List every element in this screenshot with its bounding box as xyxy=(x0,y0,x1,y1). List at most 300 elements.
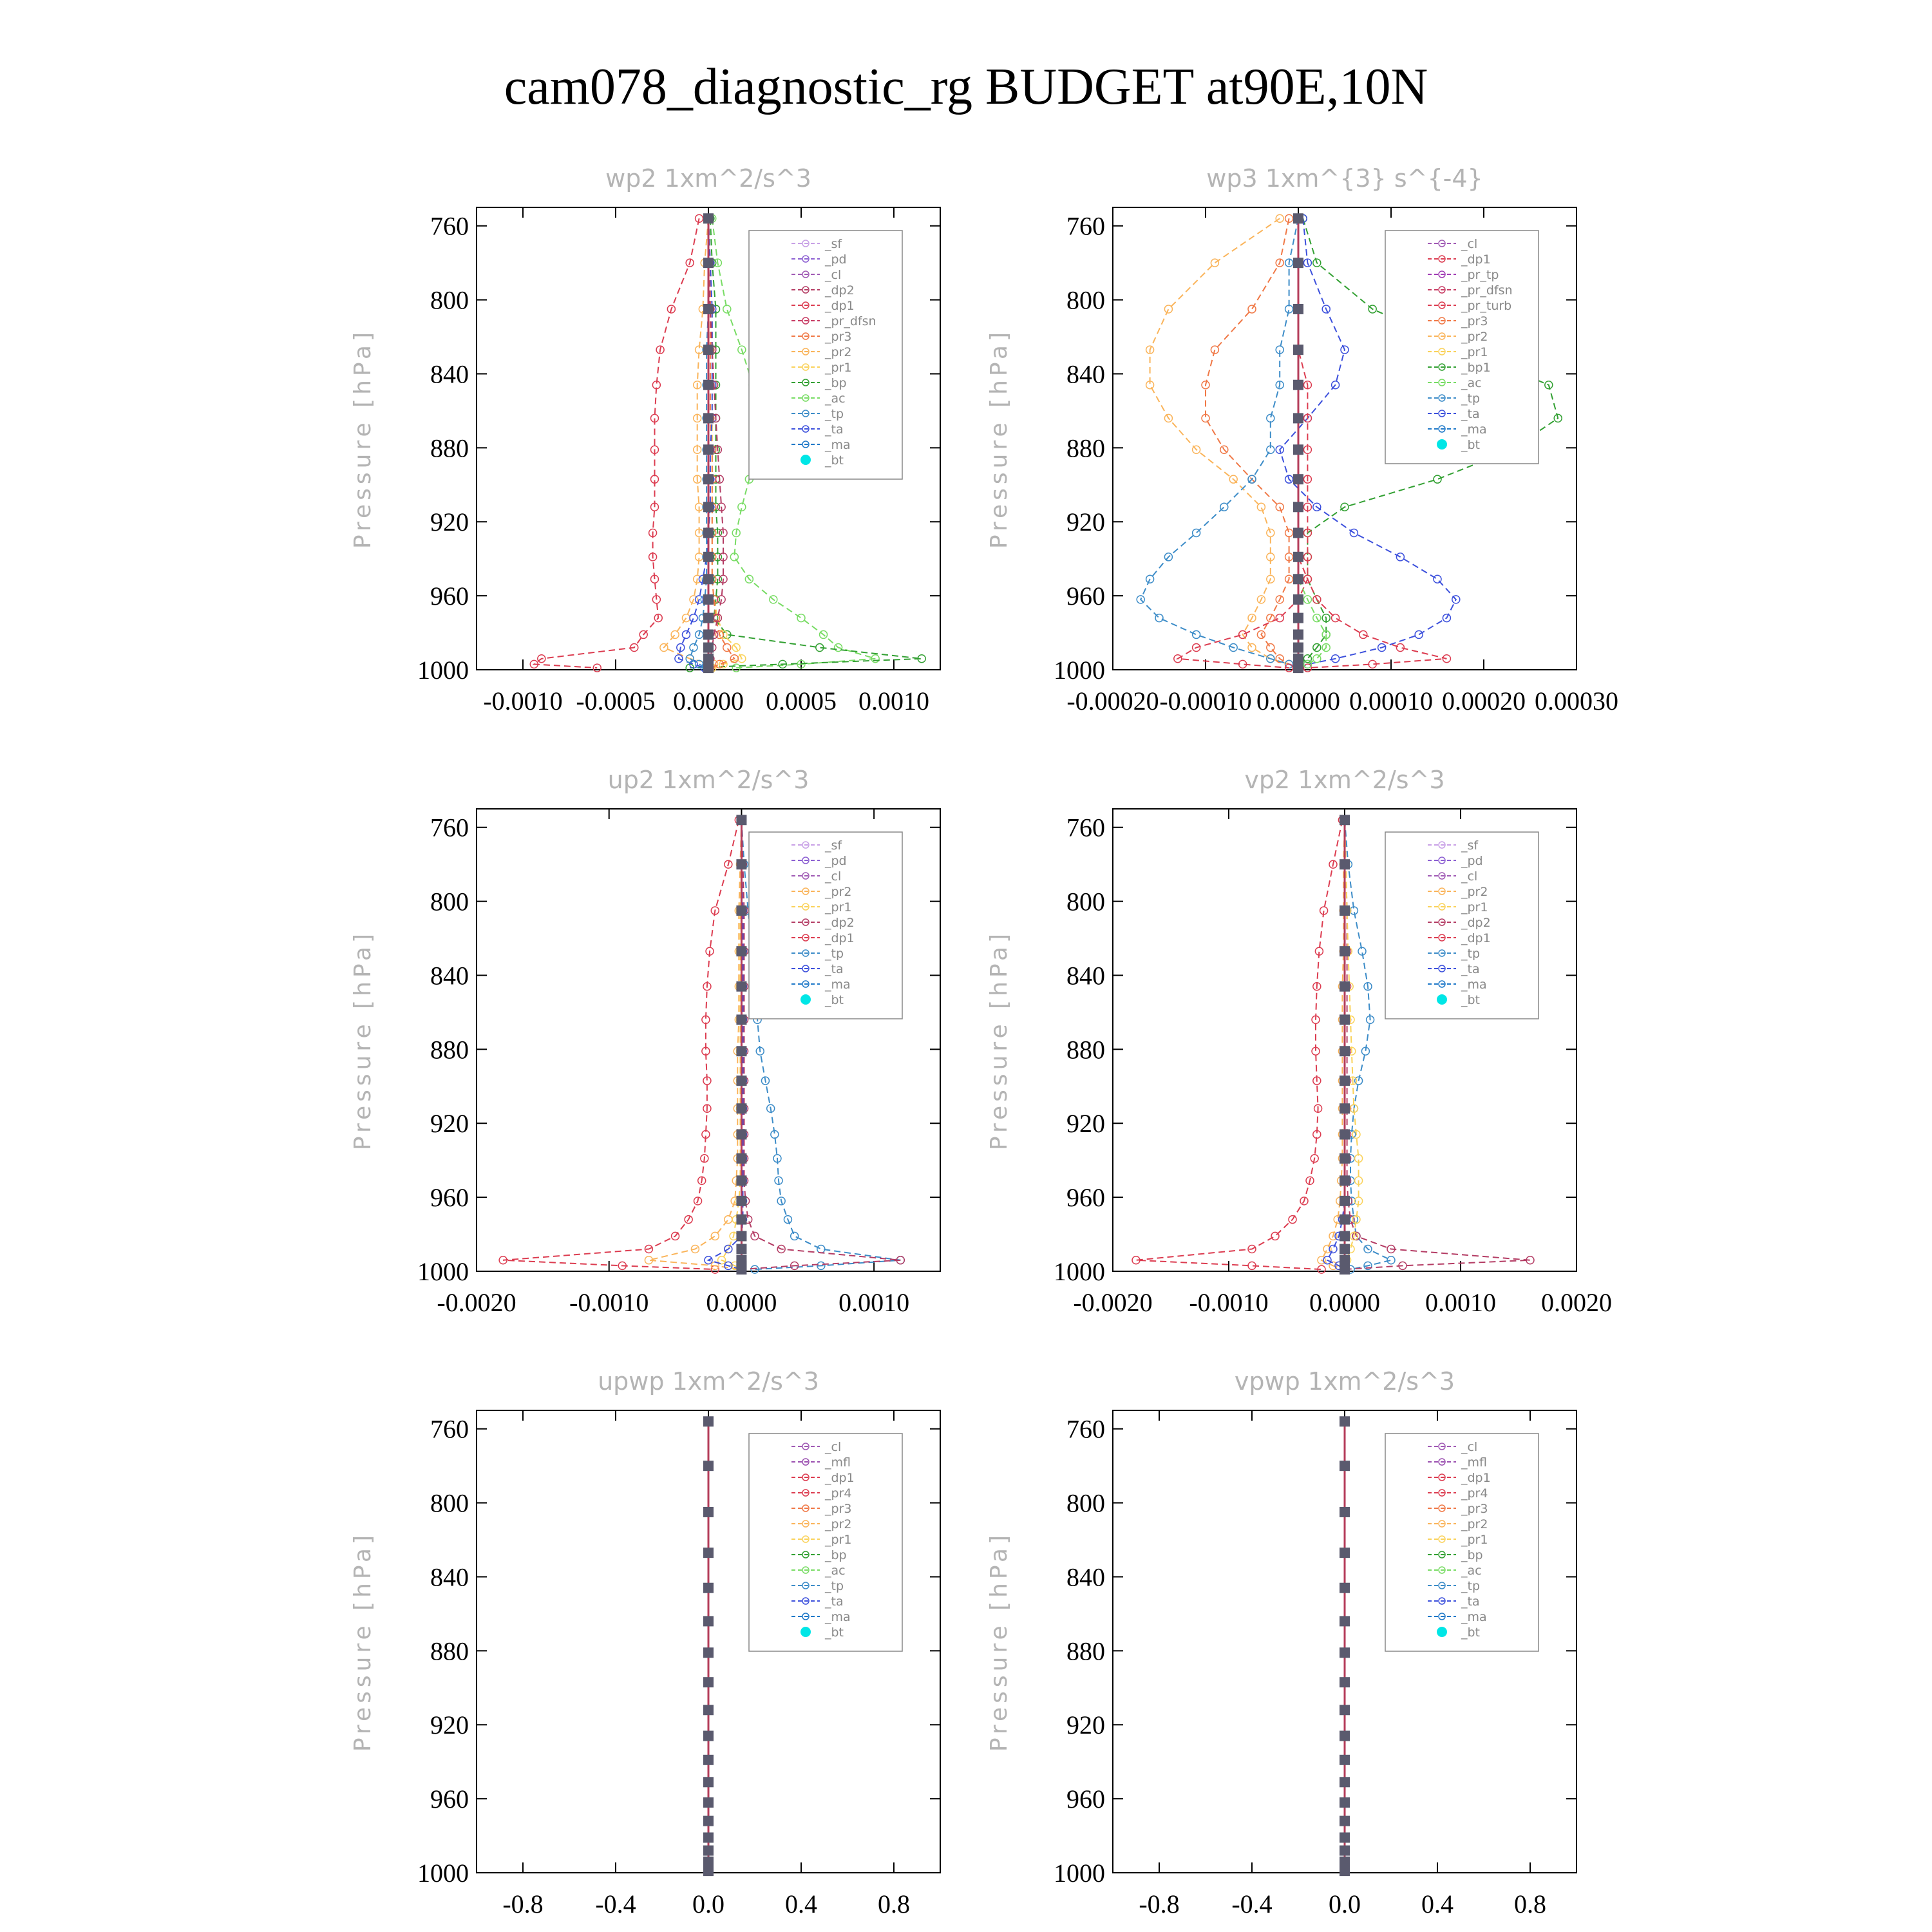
legend-label: _dp1 xyxy=(1461,931,1491,945)
legend-label: _dp2 xyxy=(825,916,855,930)
data-point xyxy=(1155,614,1163,622)
panel-title: up2 1xm^2/s^3 xyxy=(607,766,810,794)
legend-label: _tp xyxy=(825,407,844,421)
y-tick-label: 840 xyxy=(430,961,469,990)
series-bt xyxy=(1340,815,1350,1274)
legend-label: _pr_turb xyxy=(1461,299,1512,313)
data-point xyxy=(1271,1232,1279,1240)
data-point xyxy=(1340,1461,1350,1471)
data-point xyxy=(736,1075,746,1086)
data-point xyxy=(736,859,746,869)
data-point xyxy=(703,629,714,639)
data-point xyxy=(671,630,679,638)
series-line xyxy=(1206,218,1298,668)
data-point xyxy=(1340,1196,1350,1206)
y-tick-label: 760 xyxy=(430,211,469,241)
legend-label: _tp xyxy=(1461,1579,1481,1593)
legend-label: _pr1 xyxy=(825,900,852,914)
panel-title: upwp 1xm^2/s^3 xyxy=(598,1367,819,1396)
data-point xyxy=(1340,1797,1350,1808)
legend-label: _pr2 xyxy=(1461,330,1488,344)
legend-label: _ta xyxy=(1461,962,1480,976)
data-point xyxy=(703,1548,714,1558)
x-tick-label: 0.0010 xyxy=(858,687,929,715)
data-point xyxy=(736,946,746,956)
legend-label: _ta xyxy=(825,1595,844,1609)
legend-label: _pr3 xyxy=(825,1502,852,1516)
data-point xyxy=(1193,630,1200,638)
data-point xyxy=(723,305,731,313)
data-point xyxy=(1293,502,1303,512)
data-point xyxy=(1340,981,1350,992)
x-tick-label: 0.0010 xyxy=(1425,1288,1496,1317)
y-axis-title: Pressure [hPa] xyxy=(986,1531,1012,1752)
data-point xyxy=(703,1616,714,1626)
legend-label: _dp2 xyxy=(1461,916,1491,930)
data-point xyxy=(736,1153,746,1164)
figure-title: cam078_diagnostic_rg BUDGET at90E,10N xyxy=(504,59,1428,115)
data-point xyxy=(1329,1245,1337,1253)
series-line xyxy=(1141,218,1298,668)
data-point xyxy=(703,1677,714,1687)
data-point xyxy=(1276,614,1283,622)
legend-label: _bt xyxy=(825,453,844,468)
data-point xyxy=(1340,1755,1350,1765)
legend-label: _pd xyxy=(825,252,847,267)
data-point xyxy=(736,1196,746,1206)
y-tick-label: 760 xyxy=(430,813,469,842)
y-tick-label: 880 xyxy=(430,433,469,463)
y-tick-label: 840 xyxy=(430,1562,469,1592)
y-tick-label: 960 xyxy=(430,1183,469,1213)
y-tick-label: 920 xyxy=(1066,507,1105,537)
y-tick-label: 760 xyxy=(430,1414,469,1444)
data-point xyxy=(703,1647,714,1658)
data-point xyxy=(703,643,714,653)
y-tick-label: 1000 xyxy=(417,656,469,685)
y-tick-label: 840 xyxy=(1066,1562,1105,1592)
data-point xyxy=(1293,474,1303,484)
data-point xyxy=(1340,1215,1350,1225)
data-point xyxy=(1257,503,1265,511)
data-point xyxy=(1340,1832,1350,1842)
panel-title: vp2 1xm^2/s^3 xyxy=(1244,766,1445,794)
data-point xyxy=(682,614,690,622)
y-tick-label: 760 xyxy=(1066,1414,1105,1444)
data-point xyxy=(703,304,714,314)
x-tick-label: -0.4 xyxy=(1231,1889,1273,1918)
x-tick-label: 0.0000 xyxy=(673,687,744,715)
x-tick-label: 0.4 xyxy=(785,1889,817,1918)
x-tick-label: 0.00030 xyxy=(1535,687,1618,715)
legend-label: _bt xyxy=(1461,993,1481,1007)
data-point xyxy=(703,1797,714,1808)
y-tick-label: 1000 xyxy=(1054,1859,1105,1888)
data-point xyxy=(1415,630,1423,638)
data-point xyxy=(1248,644,1256,652)
data-point xyxy=(1340,905,1350,916)
legend-marker xyxy=(1437,1627,1447,1637)
data-point xyxy=(703,527,714,538)
legend-label: _ma xyxy=(825,1610,851,1624)
data-point xyxy=(703,1730,714,1741)
data-point xyxy=(1340,1846,1350,1856)
y-axis-title: Pressure [hPa] xyxy=(350,929,376,1151)
x-tick-label: 0.0010 xyxy=(838,1288,910,1317)
legend-label: _pr1 xyxy=(1461,1533,1488,1547)
chart-panel-4 xyxy=(986,766,1612,1317)
data-point xyxy=(1293,594,1303,605)
y-tick-label: 1000 xyxy=(1054,1257,1105,1286)
data-point xyxy=(703,213,714,223)
legend-label: _pr4 xyxy=(825,1486,852,1501)
legend-label: _ac xyxy=(825,392,846,406)
data-point xyxy=(1164,305,1172,313)
data-point xyxy=(723,644,731,652)
data-point xyxy=(1293,629,1303,639)
legend-label: _cl xyxy=(1461,237,1478,251)
legend-label: _ma xyxy=(1461,978,1487,992)
x-tick-label: -0.4 xyxy=(595,1889,636,1918)
legend-label: _cl xyxy=(1461,869,1478,884)
legend-label: _dp1 xyxy=(1461,1471,1491,1485)
y-tick-label: 880 xyxy=(1066,433,1105,463)
data-point xyxy=(703,1583,714,1593)
data-point xyxy=(711,1232,719,1240)
series-bt xyxy=(1340,1416,1350,1876)
legend-label: _pr2 xyxy=(825,1517,852,1531)
y-tick-label: 840 xyxy=(1066,961,1105,990)
data-point xyxy=(1293,552,1303,562)
y-tick-label: 920 xyxy=(430,507,469,537)
series-line xyxy=(649,820,741,1269)
data-point xyxy=(1248,305,1256,313)
legend-label: _cl xyxy=(825,1440,842,1454)
legend-label: _pd xyxy=(825,854,847,868)
data-point xyxy=(1285,529,1293,536)
data-point xyxy=(1340,946,1350,956)
data-point xyxy=(1293,345,1303,355)
legend-label: _bt xyxy=(1461,438,1481,452)
x-tick-label: -0.0005 xyxy=(576,687,656,715)
legend-label: _mfl xyxy=(1461,1455,1487,1470)
data-point xyxy=(1340,1816,1350,1826)
legend-label: _pr1 xyxy=(825,1533,852,1547)
legend-label: _dp1 xyxy=(825,1471,855,1485)
legend-label: _ta xyxy=(825,422,844,437)
legend-label: _pr4 xyxy=(1461,1486,1488,1501)
data-point xyxy=(736,1014,746,1025)
series-bt xyxy=(703,213,714,673)
x-tick-label: -0.0020 xyxy=(1073,1288,1153,1317)
x-tick-label: 0.4 xyxy=(1421,1889,1454,1918)
legend-label: _ta xyxy=(825,962,844,976)
legend-label: _pd xyxy=(1461,854,1483,868)
data-point xyxy=(703,613,714,623)
x-tick-label: -0.0010 xyxy=(569,1288,649,1317)
legend-label: _dp1 xyxy=(825,299,855,313)
x-tick-label: 0.0 xyxy=(1329,1889,1361,1918)
legend-label: _sf xyxy=(825,838,842,853)
y-tick-label: 760 xyxy=(1066,813,1105,842)
data-point xyxy=(703,502,714,512)
x-tick-label: 0.00000 xyxy=(1256,687,1340,715)
data-point xyxy=(703,1416,714,1426)
legend-marker xyxy=(800,455,811,465)
x-tick-label: 0.0005 xyxy=(766,687,837,715)
data-point xyxy=(1434,475,1441,483)
legend-label: _dp2 xyxy=(825,283,855,298)
data-point xyxy=(1340,1730,1350,1741)
data-point xyxy=(1340,1777,1350,1787)
y-tick-label: 960 xyxy=(1066,1785,1105,1814)
series-line xyxy=(1178,218,1308,668)
data-point xyxy=(703,380,714,390)
data-point xyxy=(1267,414,1274,422)
legend-label: _pr2 xyxy=(825,885,852,899)
data-point xyxy=(1340,1075,1350,1086)
y-tick-label: 800 xyxy=(430,887,469,916)
data-point xyxy=(1387,1256,1395,1264)
y-tick-label: 960 xyxy=(430,582,469,611)
data-point xyxy=(690,614,697,622)
legend-label: _tp xyxy=(1461,392,1481,406)
y-axis-title: Pressure [hPa] xyxy=(350,328,376,549)
legend-label: _ma xyxy=(1461,1610,1487,1624)
data-point xyxy=(736,905,746,916)
data-point xyxy=(1340,1677,1350,1687)
data-point xyxy=(1313,655,1321,663)
data-point xyxy=(1293,527,1303,538)
x-tick-label: 0.8 xyxy=(1514,1889,1546,1918)
data-point xyxy=(1340,859,1350,869)
data-point xyxy=(1293,574,1303,584)
data-point xyxy=(703,1866,714,1876)
data-point xyxy=(736,1264,746,1274)
x-tick-label: -0.0020 xyxy=(437,1288,516,1317)
legend-label: _bp xyxy=(825,376,847,390)
data-point xyxy=(736,1129,746,1139)
data-point xyxy=(1340,1014,1350,1025)
data-point xyxy=(1293,213,1303,223)
x-tick-label: 0.8 xyxy=(878,1889,910,1918)
series-dp1 xyxy=(1132,816,1346,1273)
y-tick-label: 880 xyxy=(430,1636,469,1666)
data-point xyxy=(736,815,746,825)
data-point xyxy=(682,630,690,638)
data-point xyxy=(1340,1231,1350,1241)
legend-label: _tp xyxy=(825,1579,844,1593)
y-axis-title: Pressure [hPa] xyxy=(350,1531,376,1752)
data-point xyxy=(703,574,714,584)
x-tick-label: -0.00010 xyxy=(1159,687,1252,715)
data-point xyxy=(1293,380,1303,390)
chart-panel-1 xyxy=(350,164,940,715)
y-tick-label: 1000 xyxy=(417,1257,469,1286)
data-point xyxy=(1267,644,1274,652)
series-bt xyxy=(1293,213,1303,673)
data-point xyxy=(703,474,714,484)
data-point xyxy=(1340,1548,1350,1558)
series-pr2 xyxy=(645,816,745,1273)
y-tick-label: 920 xyxy=(430,1109,469,1139)
legend-label: _pr_tp xyxy=(1461,268,1499,282)
data-point xyxy=(1340,1583,1350,1593)
legend-label: _pr3 xyxy=(1461,314,1488,328)
data-point xyxy=(736,1175,746,1186)
x-tick-label: 0.0 xyxy=(692,1889,724,1918)
data-point xyxy=(1340,1616,1350,1626)
data-point xyxy=(1340,1507,1350,1517)
data-point xyxy=(703,258,714,268)
data-point xyxy=(736,1215,746,1225)
x-tick-label: -0.0010 xyxy=(483,687,563,715)
series-line xyxy=(534,218,699,668)
x-tick-label: 0.00010 xyxy=(1349,687,1433,715)
legend-label: _ac xyxy=(825,1564,846,1578)
legend-label: _pr1 xyxy=(1461,345,1488,359)
legend-label: _pr3 xyxy=(825,330,852,344)
y-tick-label: 760 xyxy=(1066,211,1105,241)
x-tick-label: -0.00020 xyxy=(1066,687,1159,715)
legend-label: _pr2 xyxy=(1461,885,1488,899)
x-tick-label: 0.0000 xyxy=(1309,1288,1380,1317)
data-point xyxy=(1293,643,1303,653)
data-point xyxy=(1211,346,1218,354)
data-point xyxy=(703,1755,714,1765)
y-tick-label: 840 xyxy=(1066,359,1105,389)
legend-label: _ac xyxy=(1461,1564,1482,1578)
series-dp1 xyxy=(530,214,703,672)
data-point xyxy=(791,1232,799,1240)
data-point xyxy=(703,1461,714,1471)
legend-label: _pr_dfsn xyxy=(825,314,876,328)
data-point xyxy=(703,1846,714,1856)
panel-title: wp2 1xm^2/s^3 xyxy=(605,164,811,193)
x-tick-label: -0.8 xyxy=(502,1889,544,1918)
legend-label: _cl xyxy=(1461,1440,1478,1454)
legend-label: _dp1 xyxy=(1461,252,1491,267)
y-tick-label: 960 xyxy=(1066,1183,1105,1213)
y-tick-label: 960 xyxy=(430,1785,469,1814)
legend-label: _bp1 xyxy=(1461,361,1491,375)
data-point xyxy=(1293,613,1303,623)
series-dp1 xyxy=(499,816,743,1273)
data-point xyxy=(1340,1046,1350,1056)
legend-label: _ac xyxy=(1461,376,1482,390)
legend-label: _pr1 xyxy=(1461,900,1488,914)
y-tick-label: 920 xyxy=(430,1710,469,1740)
data-point xyxy=(1220,503,1228,511)
data-point xyxy=(1293,413,1303,423)
data-point xyxy=(1293,663,1303,673)
data-point xyxy=(593,664,601,672)
legend-label: _bt xyxy=(825,993,844,1007)
legend-label: _pr2 xyxy=(1461,1517,1488,1531)
y-tick-label: 840 xyxy=(430,359,469,389)
data-point xyxy=(736,1046,746,1056)
legend-label: _cl xyxy=(825,268,842,282)
legend-label: _sf xyxy=(1461,838,1479,853)
y-tick-label: 800 xyxy=(1066,1488,1105,1518)
data-point xyxy=(703,345,714,355)
data-point xyxy=(736,981,746,992)
chart-panel-3 xyxy=(350,766,940,1317)
legend-label: _ta xyxy=(1461,1595,1480,1609)
data-point xyxy=(703,594,714,605)
data-point xyxy=(1340,1129,1350,1139)
legend-label: _ta xyxy=(1461,407,1480,421)
legend-marker xyxy=(1437,439,1447,450)
series-line xyxy=(1136,820,1342,1269)
x-tick-label: -0.8 xyxy=(1139,1889,1180,1918)
x-tick-label: 0.00020 xyxy=(1442,687,1526,715)
data-point xyxy=(1332,614,1340,622)
y-tick-label: 960 xyxy=(1066,582,1105,611)
legend-label: _ma xyxy=(825,978,851,992)
y-axis-title: Pressure [hPa] xyxy=(986,328,1012,549)
legend-label: _bp xyxy=(825,1548,847,1562)
legend-marker xyxy=(800,994,811,1005)
data-point xyxy=(1340,1153,1350,1164)
data-point xyxy=(703,1507,714,1517)
series-tp xyxy=(1137,214,1302,672)
chart-panel-6 xyxy=(986,1367,1577,1918)
legend-label: _tp xyxy=(1461,947,1481,961)
legend-label: _tp xyxy=(825,947,844,961)
data-point xyxy=(1340,1416,1350,1426)
y-tick-label: 880 xyxy=(430,1035,469,1065)
chart-panel-2 xyxy=(986,164,1618,715)
data-point xyxy=(736,1231,746,1241)
data-point xyxy=(1340,1866,1350,1876)
data-point xyxy=(1340,1647,1350,1658)
legend-label: _pr2 xyxy=(825,345,852,359)
legend-label: _mfl xyxy=(825,1455,851,1470)
y-tick-label: 1000 xyxy=(417,1859,469,1888)
data-point xyxy=(1340,1264,1350,1274)
y-axis-title: Pressure [hPa] xyxy=(986,929,1012,1151)
y-tick-label: 880 xyxy=(1066,1035,1105,1065)
data-point xyxy=(703,1705,714,1715)
data-point xyxy=(817,1245,825,1253)
data-point xyxy=(736,1103,746,1113)
data-point xyxy=(1293,304,1303,314)
data-point xyxy=(703,1777,714,1787)
data-point xyxy=(1340,1103,1350,1113)
legend-label: _pr3 xyxy=(1461,1502,1488,1516)
y-tick-label: 800 xyxy=(430,285,469,315)
series-bt xyxy=(736,815,746,1274)
y-tick-label: 880 xyxy=(1066,1636,1105,1666)
series-bt xyxy=(703,1416,714,1876)
x-tick-label: 0.0000 xyxy=(706,1288,777,1317)
panel-title: vpwp 1xm^2/s^3 xyxy=(1234,1367,1455,1396)
data-point xyxy=(797,614,805,622)
data-point xyxy=(736,1244,746,1255)
data-point xyxy=(1340,1705,1350,1715)
legend-label: _pr1 xyxy=(825,361,852,375)
x-tick-label: -0.0010 xyxy=(1189,1288,1269,1317)
legend-label: _bp xyxy=(1461,1548,1483,1562)
legend-marker xyxy=(800,1627,811,1637)
x-tick-label: 0.0020 xyxy=(1541,1288,1612,1317)
legend-label: _cl xyxy=(825,869,842,884)
legend-label: _bt xyxy=(1461,1625,1481,1640)
data-point xyxy=(1193,529,1200,536)
data-point xyxy=(703,1816,714,1826)
data-point xyxy=(1434,575,1441,583)
